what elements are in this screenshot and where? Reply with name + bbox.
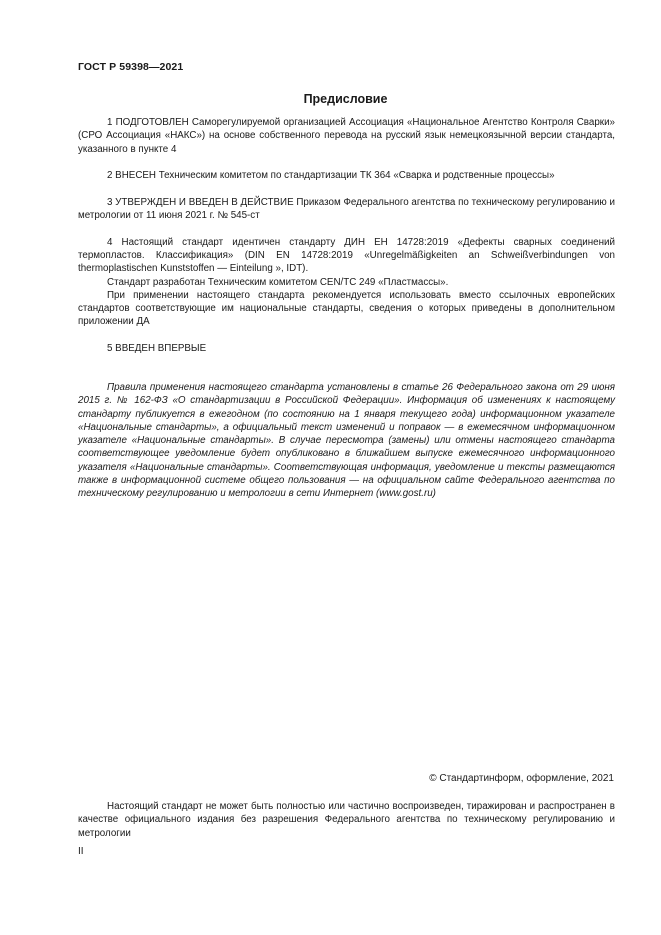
item-identical: 4 Настоящий стандарт идентичен стандарту ДИН ЕН 14728:2019 «Дефекты сварных соединений термопластов. Классификация» (DIN EN 14728:2019 «Unregelmäßigkeiten an Schweißverbindungen von thermoplastischen Kunststoffen — Einteilung », IDT). — [78, 236, 615, 275]
reproduction-notice: Настоящий стандарт не может быть полностью или частично воспроизведен, тиражирован и распространен в качестве официального издания без разрешения Федерального агентства по техническому регулированию и метрологии — [78, 801, 615, 839]
rules-notice: Правила применения настоящего стандарта установлены в статье 26 Федерального закона от 29 июня 2015 г. № 162-ФЗ «О стандартизации в Российской Федерации». Информация об изменениях к настоящему стандарту публикуется в ежегодном (по состоянию на 1 января текущего года) информационном указателе «Национальные стандарты», а официальный текст изменений и поправок — в ежемесячном информационном указателе «Национальные стандарты». В случае пересмотра (замены) или отмены настоящего стандарта соответствующее уведомление будет опубликовано в ближайшем выпуске ежемесячного информационного указателя «Национальные стандарты». Соответствующая информация, уведомление и тексты размещаются также в информационной системе общего пользования — на официальном сайте Федерального агентства по техническому регулированию и метрологии в сети Интернет (www.gost.ru) — [78, 382, 615, 500]
page-title — [0, 92, 661, 106]
item-application-note: При применении настоящего стандарта рекомендуется использовать вместо ссылочных европейских стандартов соответствующие им национальные стандарты, сведения о которых приведены в дополнительном приложении ДА — [78, 289, 615, 328]
page-number: II — [78, 846, 84, 857]
standard-id-header: ГОСТ Р 59398—2021 — [78, 61, 184, 73]
item-first-introduced: 5 ВВЕДЕН ВПЕРВЫЕ — [107, 343, 207, 355]
item-submitted: 2 ВНЕСЕН Техническим комитетом по стандартизации ТК 364 «Сварка и родственные процессы» — [107, 170, 555, 182]
item-approved: 3 УТВЕРЖДЕН И ВВЕДЕН В ДЕЙСТВИЕ Приказом Федерального агентства по техническому регулированию и метрологии от 11 июня 2021 г. № 545-ст — [78, 196, 615, 222]
title-text: Предисловие — [303, 92, 388, 106]
rules-notice-block — [78, 381, 615, 501]
reproduction-notice-block — [78, 800, 615, 840]
foreword-body — [78, 116, 615, 355]
item-developed-by: Стандарт разработан Техническим комитетом CEN/TC 249 «Пластмассы». — [107, 276, 449, 288]
copyright-line: © Стандартинформ, оформление, 2021 — [429, 773, 614, 784]
item-prepared: 1 ПОДГОТОВЛЕН Саморегулируемой организацией Ассоциация «Национальное Агентство Контроля Сварки» (СРО Ассоциация «НАКС») на основе собственного перевода на русский язык немецкоязычной версии стандарта, указанного в пункте 4 — [78, 117, 615, 155]
